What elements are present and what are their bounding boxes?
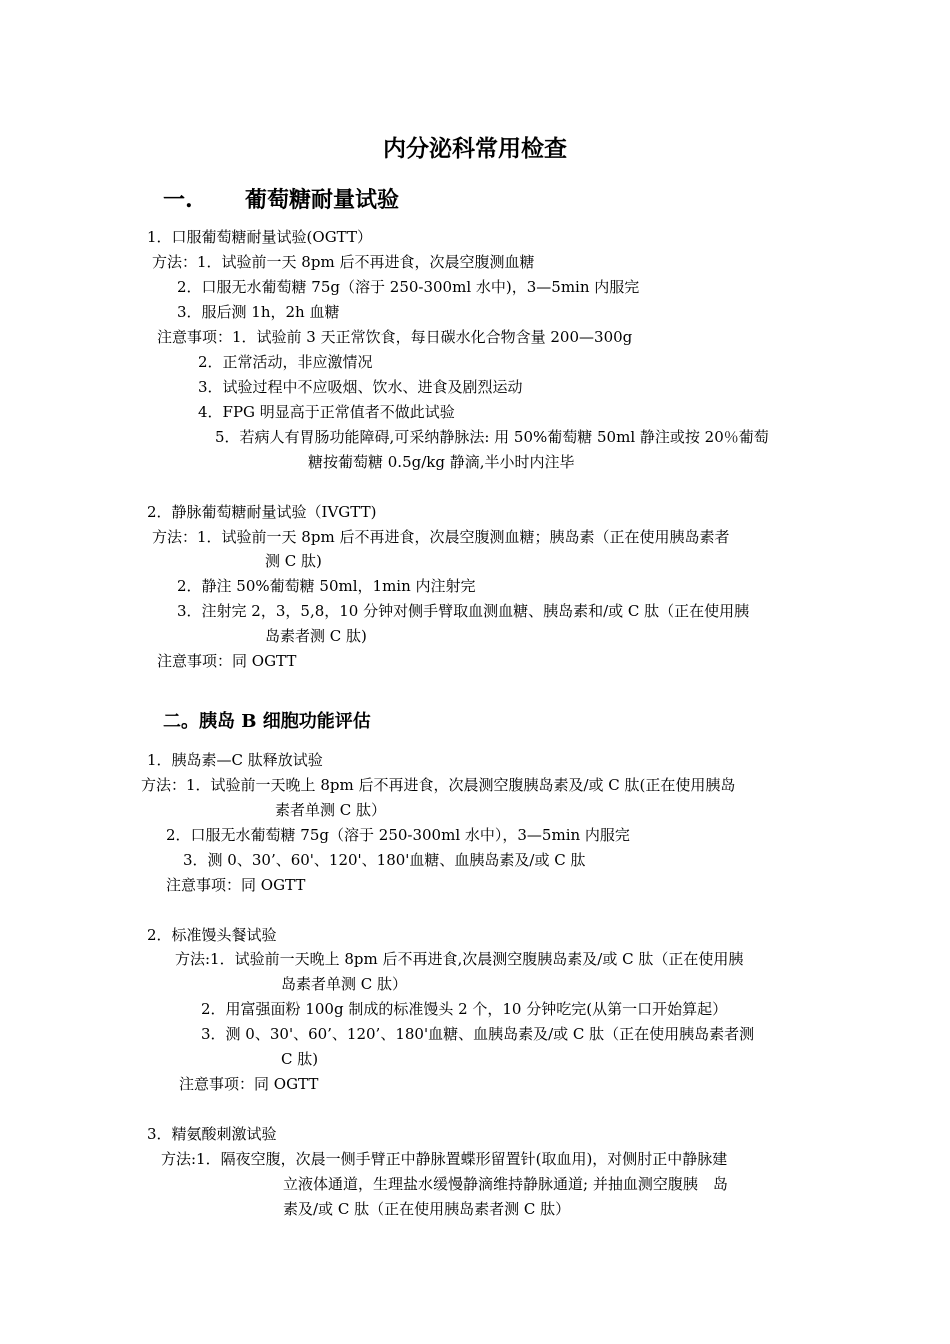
ogtt-method-step-3: 3．服后测 1h，2h 血糖 [177, 303, 340, 321]
ogtt-note-5: 5．若病人有胃肠功能障碍,可采纳静脉法: 用 50%葡萄糖 50ml 静注或按 20％葡萄 [215, 428, 769, 446]
ogtt-note-1: 注意事项：1．试验前 3 天正常饮食，每日碳水化合物含量 200—300g [157, 328, 633, 346]
ogtt-note-2: 2．正常活动，非应激情况 [198, 353, 373, 371]
bun-method-step-2: 2．用富强面粉 100g 制成的标准馒头 2 个，10 分钟吃完(从第一口开始算起） [201, 1000, 728, 1018]
ogtt-note-3: 3．试验过程中不应吸烟、饮水、进食及剧烈运动 [198, 378, 523, 396]
page-title: 内分泌科常用检查 [383, 135, 567, 162]
section-2-heading: 二。胰岛 B 细胞功能评估 [163, 711, 371, 732]
subsection-ivgtt-title: 2．静脉葡萄糖耐量试验（IVGTT) [147, 503, 377, 521]
ivgtt-method-step-3: 3．注射完 2，3，5,8，10 分钟对侧手臂取血测血糖、胰岛素和/或 C 肽（正在使用胰 [177, 602, 750, 620]
ivgtt-method-step-1-cont: 测 C 肽) [265, 552, 322, 570]
arginine-method-step-1: 方法:1．隔夜空腹，次晨一侧手臂正中静脉置蝶形留置针(取血用)，对侧肘正中静脉建 [161, 1150, 728, 1168]
ogtt-note-5-cont: 糖按葡萄糖 0.5g/kg 静滴,半小时内注毕 [308, 453, 575, 471]
ivgtt-method-step-2: 2．静注 50%葡萄糖 50ml，1min 内注射完 [177, 577, 476, 595]
ogtt-note-4: 4．FPG 明显高于正常值者不做此试验 [198, 403, 455, 421]
arginine-method-step-1-cont: 立液体通道，生理盐水缓慢静滴维持静脉通道; 并抽血测空腹胰 岛 [283, 1175, 728, 1193]
section-1-heading: 葡萄糖耐量试验 [245, 187, 400, 213]
bun-method-step-3: 3．测 0、30'、60’、120’、180'血糖、血胰岛素及/或 C 肽（正在使用胰岛素者测 [201, 1025, 755, 1043]
arginine-method-step-1-cont-2: 素及/或 C 肽（正在使用胰岛素者测 C 肽） [283, 1200, 571, 1218]
ivgtt-method-step-1: 方法：1．试验前一天 8pm 后不再进食，次晨空腹测血糖；胰岛素（正在使用胰岛素者 [152, 528, 730, 546]
ivgtt-note: 注意事项：同 OGTT [157, 652, 297, 670]
ogtt-method-step-2: 2．口服无水葡萄糖 75g（溶于 250-300ml 水中)，3—5min 内服完 [177, 278, 640, 296]
bun-method-step-3-cont: C 肽) [281, 1050, 319, 1068]
subsection-ogtt-title: 1．口服葡萄糖耐量试验(OGTT） [147, 228, 372, 246]
insulin-method-step-3: 3．测 0、30’、60'、120'、180'血糖、血胰岛素及/或 C 肽 [183, 851, 586, 869]
bun-note: 注意事项：同 OGTT [179, 1075, 319, 1093]
bun-method-step-1: 方法:1．试验前一天晚上 8pm 后不再进食,次晨测空腹胰岛素及/或 C 肽（正在使用胰 [175, 950, 744, 968]
insulin-method-step-1-cont: 素者单测 C 肽） [275, 801, 387, 819]
insulin-method-step-2: 2．口服无水葡萄糖 75g（溶于 250-300ml 水中），3—5min 内服完 [166, 826, 630, 844]
section-1-number: 一. [163, 187, 193, 213]
insulin-method-step-1: 方法：1．试验前一天晚上 8pm 后不再进食，次晨测空腹胰岛素及/或 C 肽(正在使用胰岛 [141, 776, 736, 794]
insulin-note: 注意事项：同 OGTT [166, 876, 306, 894]
subsection-arginine-title: 3．精氨酸刺激试验 [147, 1125, 277, 1143]
subsection-steamed-bun-title: 2．标准馒头餐试验 [147, 926, 277, 944]
bun-method-step-1-cont: 岛素者单测 C 肽） [281, 975, 408, 993]
subsection-insulin-c-peptide-title: 1．胰岛素—C 肽释放试验 [147, 751, 323, 769]
ogtt-method-step-1: 方法：1．试验前一天 8pm 后不再进食，次晨空腹测血糖 [152, 253, 535, 271]
ivgtt-method-step-3-cont: 岛素者测 C 肽) [265, 627, 367, 645]
